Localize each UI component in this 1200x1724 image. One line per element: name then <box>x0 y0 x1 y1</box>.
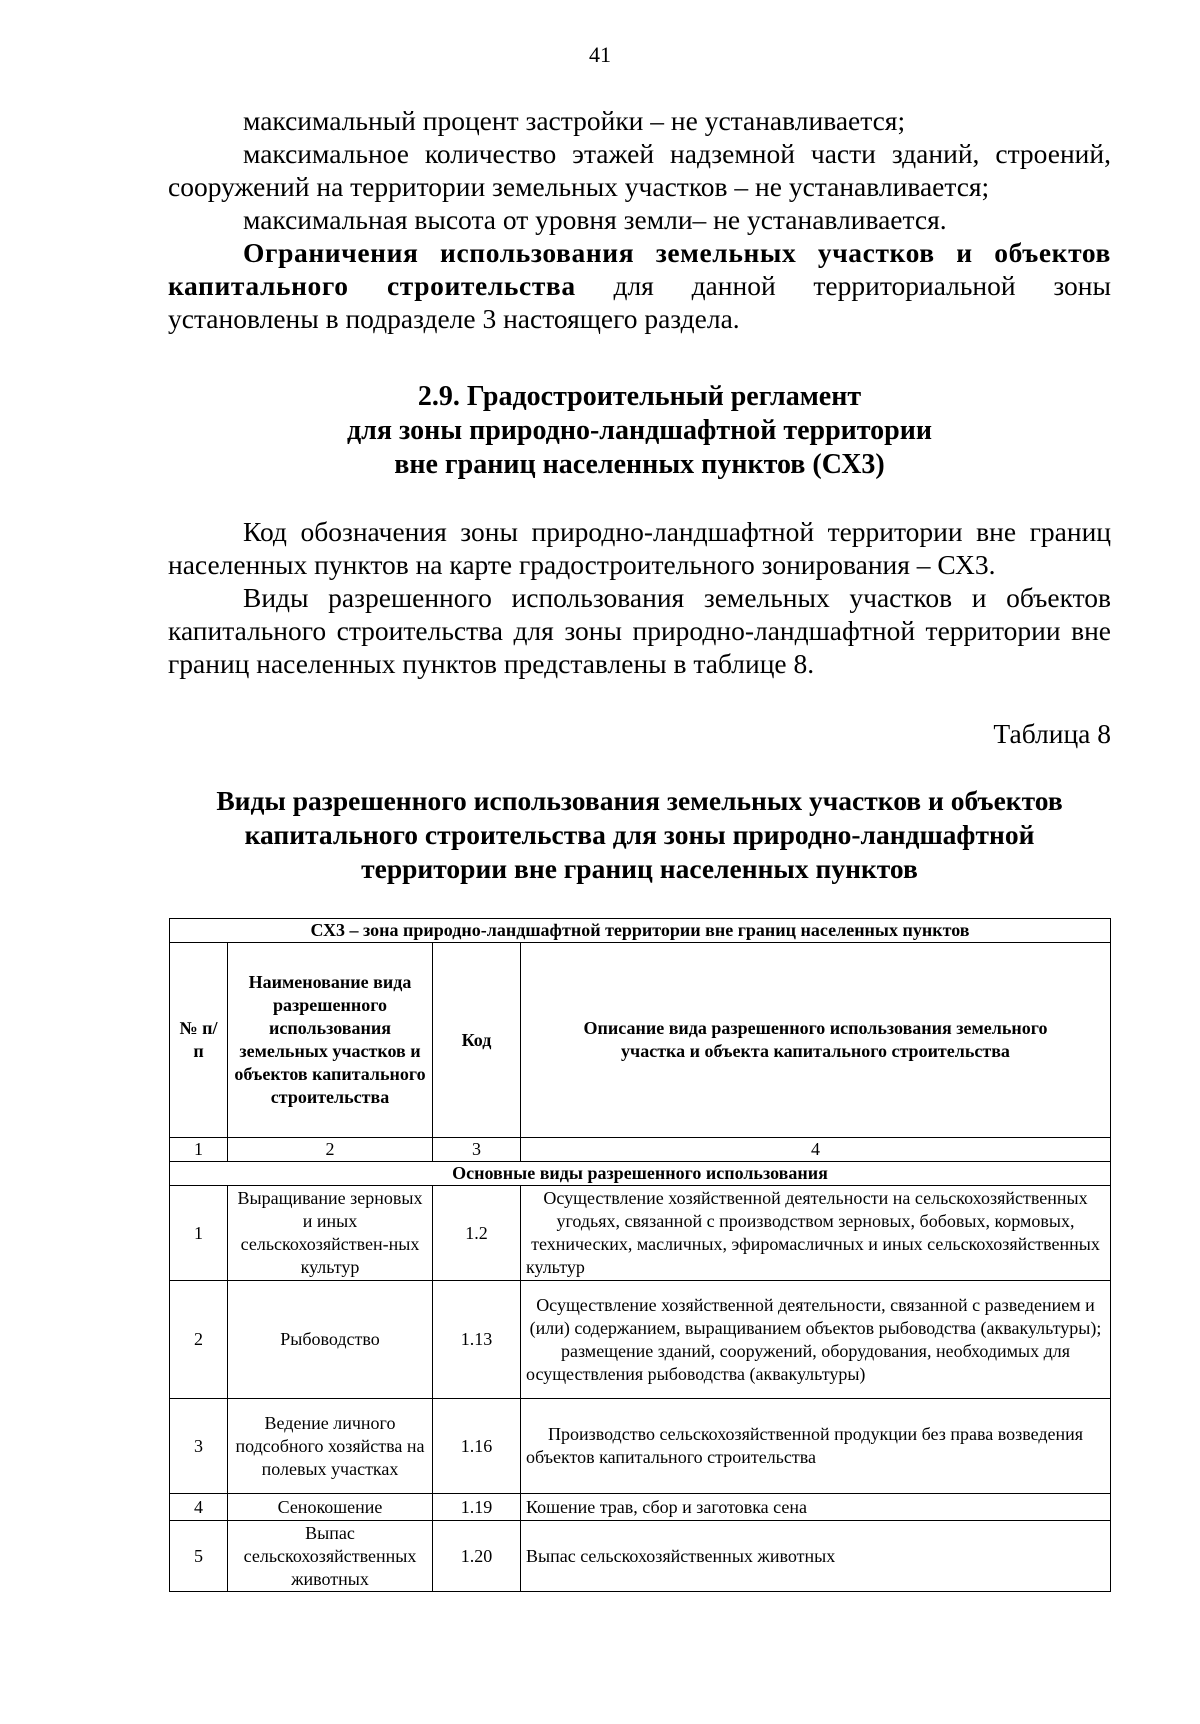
row-code: 1.2 <box>433 1186 521 1281</box>
intro-block <box>168 104 1111 335</box>
colnum-4: 4 <box>521 1138 1111 1162</box>
section-row <box>170 1162 1111 1186</box>
row-name: Рыбоводство <box>228 1281 433 1399</box>
zone-header-cell: СХ3 – зона природно-ландшафтной территории вне границ населенных пунктов <box>170 919 1111 943</box>
row-description: Осуществление хозяйственной деятельности, связанной с разведением и (или) содержанием, выращиванием объектов рыбоводства (аквакультуры); размещение зданий, сооружений, оборудования, необходимых для осуществления рыбоводства (аквакультуры) <box>521 1281 1111 1399</box>
row-num: 2 <box>170 1281 228 1399</box>
table-row <box>170 1399 1111 1494</box>
section-heading-line-3: вне границ населенных пунктов (СХ3) <box>394 449 885 480</box>
header-code: Код <box>433 943 521 1138</box>
section-heading-line-1: 2.9. Градостроительный регламент <box>417 381 862 412</box>
table-title <box>168 784 1111 886</box>
section-title-cell: Основные виды разрешенного использования <box>170 1162 1111 1186</box>
table-title-line-2: капитального строительства для зоны природно-ландшафтной <box>244 819 1035 850</box>
row-num: 3 <box>170 1399 228 1494</box>
page-number: 41 <box>589 42 611 67</box>
row-description: Кошение трав, сбор и заготовка сена <box>521 1494 1111 1521</box>
header-name: Наименование вида разрешенного использования земельных участков и объектов капитального строительства <box>228 943 433 1138</box>
row-code: 1.19 <box>433 1494 521 1521</box>
row-code: 1.13 <box>433 1281 521 1399</box>
table-row <box>170 1281 1111 1399</box>
section-heading-line-2: для зоны природно-ландшафтной территории <box>346 415 933 446</box>
row-num: 1 <box>170 1186 228 1281</box>
intro-line-1: максимальный процент застройки – не устанавливается; <box>243 105 906 136</box>
section-paragraph-1: Код обозначения зоны природно-ландшафтной территории вне границ населенных пунктов на карте градостроительного зонирования – СХ3. <box>168 516 1111 580</box>
table-row <box>170 1494 1111 1521</box>
table-title-line-3: территории вне границ населенных пунктов <box>361 853 918 884</box>
restriction-rest: для данной территориальной зоны установлены в подразделе 3 настоящего раздела. <box>168 270 1111 334</box>
section-body <box>168 515 1111 680</box>
row-code: 1.16 <box>433 1399 521 1494</box>
column-header-row <box>170 943 1111 1138</box>
colnum-3: 3 <box>433 1138 521 1162</box>
table-title-line-1: Виды разрешенного использования земельных участков и объектов <box>216 785 1063 816</box>
table-row <box>170 1186 1111 1281</box>
zone-header-row <box>170 919 1111 943</box>
row-num: 5 <box>170 1521 228 1592</box>
row-name: Ведение личного подсобного хозяйства на полевых участках <box>228 1399 433 1494</box>
row-name: Выращивание зерновых и иных сельскохозяйствен-ных культур <box>228 1186 433 1281</box>
table-label: Таблица 8 <box>993 718 1111 749</box>
restriction-bold: Ограничения использования земельных участков и объектов капитального строительства <box>168 237 1111 301</box>
land-use-table <box>169 918 1111 1592</box>
row-num: 4 <box>170 1494 228 1521</box>
row-name: Выпас сельскохозяйственных животных <box>228 1521 433 1592</box>
column-number-row <box>170 1138 1111 1162</box>
row-description: Осуществление хозяйственной деятельности на сельскохозяйственных угодьях, связанной с производством зерновых, бобовых, кормовых, технических, масличных, эфиромасличных и иных сельскохозяйственных культур <box>521 1186 1111 1281</box>
header-num: № п/п <box>170 943 228 1138</box>
table-row <box>170 1521 1111 1592</box>
intro-line-3: максимальная высота от уровня земли– не устанавливается. <box>243 204 947 235</box>
restriction-paragraph <box>168 236 1111 335</box>
colnum-1: 1 <box>170 1138 228 1162</box>
row-name: Сенокошение <box>228 1494 433 1521</box>
row-code: 1.20 <box>433 1521 521 1592</box>
section-heading <box>168 380 1111 482</box>
colnum-2: 2 <box>228 1138 433 1162</box>
intro-line-2: максимальное количество этажей надземной части зданий, строений, сооружений на территории земельных участков – не устанавливается; <box>168 138 1111 202</box>
row-description: Выпас сельскохозяйственных животных <box>521 1521 1111 1592</box>
header-description: Описание вида разрешенного использования земельного участка и объекта капитального строительства <box>521 943 1111 1138</box>
row-description: Производство сельскохозяйственной продукции без права возведения объектов капитального строительства <box>521 1399 1111 1494</box>
section-paragraph-2: Виды разрешенного использования земельных участков и объектов капитального строительства для зоны природно-ландшафтной территории вне границ населенных пунктов представлены в таблице 8. <box>168 582 1111 679</box>
